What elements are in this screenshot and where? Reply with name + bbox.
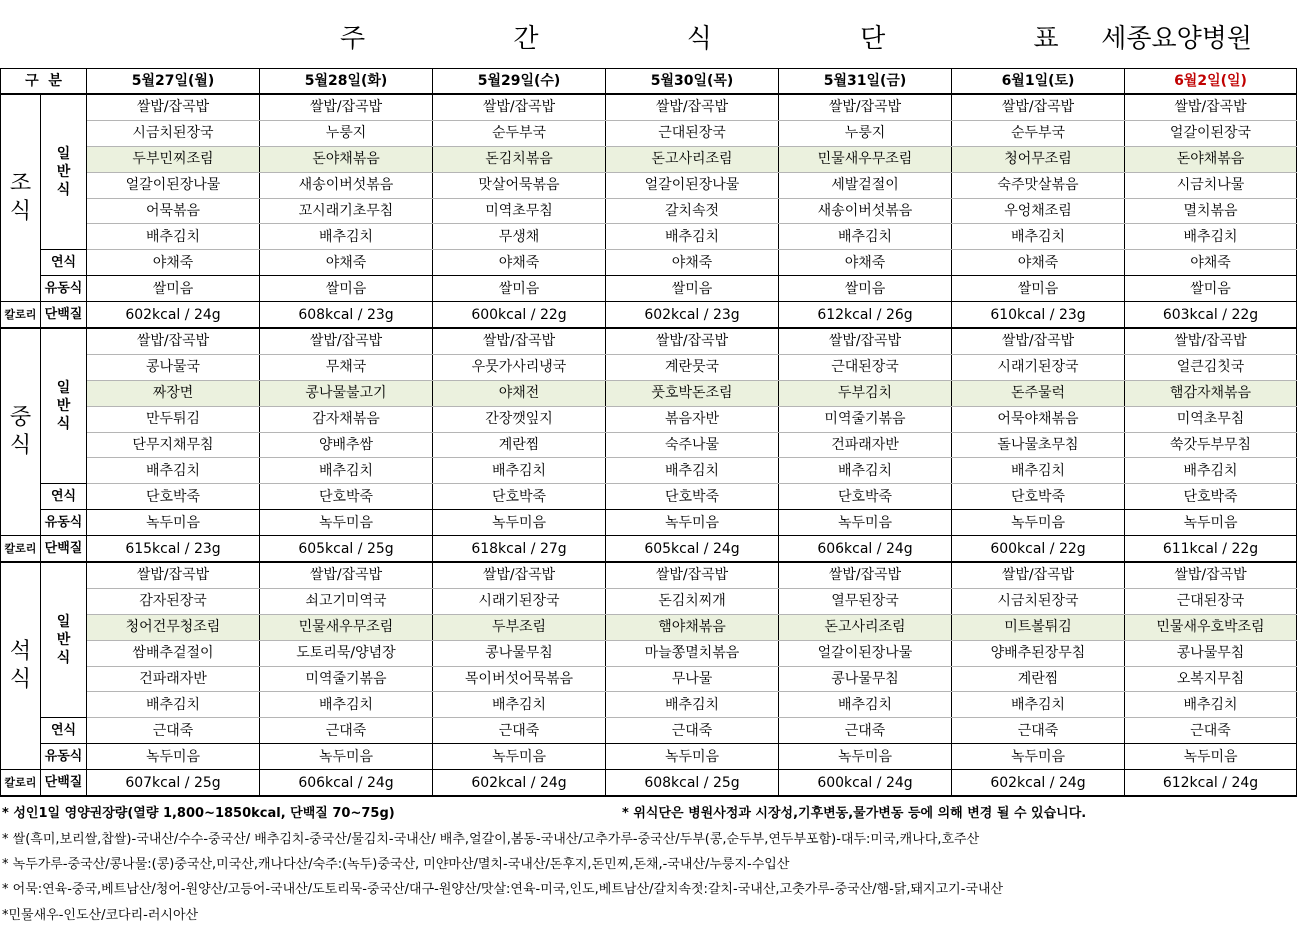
dish-cell: 배추김치 <box>433 458 606 484</box>
dish-cell: 근대된장국 <box>779 354 952 380</box>
nutrition-row <box>1 770 1297 796</box>
dish-cell: 배추김치 <box>87 458 260 484</box>
dish-cell: 녹두미음 <box>260 510 433 536</box>
nutrition-cell: 612kcal / 24g <box>1125 770 1297 796</box>
dish-cell: 얼갈이된장나물 <box>779 640 952 666</box>
dish-cell: 콩나물국 <box>87 354 260 380</box>
dish-cell: 열무된장국 <box>779 588 952 614</box>
dish-cell: 두부민찌조림 <box>87 146 260 172</box>
calorie-label: 칼로리 <box>1 536 41 562</box>
dish-cell: 쌀밥/잡곡밥 <box>606 94 779 120</box>
dish-cell: 쌀밥/잡곡밥 <box>779 562 952 588</box>
nutrition-cell: 618kcal / 27g <box>433 536 606 562</box>
nutrition-cell: 611kcal / 22g <box>1125 536 1297 562</box>
dish-cell: 단무지채무침 <box>87 432 260 458</box>
dish-cell: 녹두미음 <box>1125 510 1297 536</box>
dish-cell: 단호박죽 <box>87 484 260 510</box>
dish-cell: 근대죽 <box>779 718 952 744</box>
dish-cell: 쌀밥/잡곡밥 <box>1125 328 1297 354</box>
dish-cell: 쌀미음 <box>433 276 606 302</box>
dish-cell: 돈야채볶음 <box>260 146 433 172</box>
soft-diet-label: 연식 <box>41 718 87 744</box>
dish-cell: 야채죽 <box>260 250 433 276</box>
dish-cell: 오복지무침 <box>1125 666 1297 692</box>
dish-row <box>1 432 1297 458</box>
dish-cell: 풋호박돈조림 <box>606 380 779 406</box>
dish-cell: 민물새우무조림 <box>779 146 952 172</box>
dish-cell: 단호박죽 <box>952 484 1125 510</box>
dish-cell: 돈주물럭 <box>952 380 1125 406</box>
dish-cell: 두부조림 <box>433 614 606 640</box>
dish-cell: 햄감자채볶음 <box>1125 380 1297 406</box>
dish-cell: 계란뭇국 <box>606 354 779 380</box>
dish-cell: 쌀밥/잡곡밥 <box>433 562 606 588</box>
dish-cell: 근대죽 <box>87 718 260 744</box>
dish-cell: 목이버섯어묵볶음 <box>433 666 606 692</box>
dish-cell: 쌀밥/잡곡밥 <box>779 94 952 120</box>
dish-cell: 콩나물무침 <box>433 640 606 666</box>
liquid-diet-label: 유동식 <box>41 276 87 302</box>
dish-cell: 돌나물초무침 <box>952 432 1125 458</box>
dish-cell: 시금치된장국 <box>87 120 260 146</box>
dish-cell: 배추김치 <box>260 692 433 718</box>
dish-cell: 새송이버섯볶음 <box>260 172 433 198</box>
dish-row <box>1 120 1297 146</box>
nutrition-cell: 600kcal / 22g <box>952 536 1125 562</box>
dish-cell: 단호박죽 <box>260 484 433 510</box>
dish-cell: 민물새우호박조림 <box>1125 614 1297 640</box>
nutrition-cell: 610kcal / 23g <box>952 302 1125 328</box>
dish-cell: 숙주나물 <box>606 432 779 458</box>
dish-cell: 짜장면 <box>87 380 260 406</box>
dish-row <box>1 458 1297 484</box>
dish-cell: 누룽지 <box>779 120 952 146</box>
general-diet-label: 일 반 식 <box>41 94 87 250</box>
dish-cell: 우뭇가사리냉국 <box>433 354 606 380</box>
dish-cell: 쌀밥/잡곡밥 <box>1125 94 1297 120</box>
dish-cell: 얼큰김칫국 <box>1125 354 1297 380</box>
dish-cell: 양배추쌈 <box>260 432 433 458</box>
dish-cell: 녹두미음 <box>433 510 606 536</box>
dish-row <box>1 692 1297 718</box>
liquid-diet-label: 유동식 <box>41 744 87 770</box>
dish-cell: 건파래자반 <box>779 432 952 458</box>
dish-cell: 배추김치 <box>952 458 1125 484</box>
nutrition-row <box>1 302 1297 328</box>
dish-row <box>1 406 1297 432</box>
dish-cell: 양배추된장무침 <box>952 640 1125 666</box>
note-origin-3: * 어묵:연육-중국,베트남산/청어-원양산/고등어-국내산/도토리묵-중국산/대구-원양산/맛살:연육-미국,인도,베트남산/갈치속젓:갈치-국내산,고춧가루-중국산/햄-닭,돼지고기-국내산 <box>2 882 1004 897</box>
dish-cell: 녹두미음 <box>87 744 260 770</box>
dish-cell: 배추김치 <box>606 458 779 484</box>
nutrition-cell: 602kcal / 24g <box>433 770 606 796</box>
dish-cell: 돈고사리조림 <box>606 146 779 172</box>
dish-cell: 돈야채볶음 <box>1125 146 1297 172</box>
dish-cell: 시래기된장국 <box>952 354 1125 380</box>
dish-cell: 쌀밥/잡곡밥 <box>779 328 952 354</box>
dish-cell: 야채죽 <box>779 250 952 276</box>
nutrition-cell: 615kcal / 23g <box>87 536 260 562</box>
dish-cell: 쌈배추겉절이 <box>87 640 260 666</box>
dish-cell: 쌀미음 <box>1125 276 1297 302</box>
dish-cell: 쌀미음 <box>952 276 1125 302</box>
dish-cell: 두부김치 <box>779 380 952 406</box>
nutrition-cell: 606kcal / 24g <box>260 770 433 796</box>
dish-cell: 녹두미음 <box>952 510 1125 536</box>
dish-cell: 배추김치 <box>952 224 1125 250</box>
header-label: 구 분 <box>1 69 87 95</box>
dish-cell: 쌀밥/잡곡밥 <box>87 94 260 120</box>
liquid-diet-row <box>1 510 1297 536</box>
dish-cell: 미역초무침 <box>433 198 606 224</box>
dish-cell: 미역초무침 <box>1125 406 1297 432</box>
dish-cell: 근대된장국 <box>606 120 779 146</box>
dish-row <box>1 328 1297 354</box>
dish-cell: 배추김치 <box>779 692 952 718</box>
general-diet-label: 일 반 식 <box>41 328 87 484</box>
meal-label: 중 식 <box>1 328 41 536</box>
dish-cell: 배추김치 <box>952 692 1125 718</box>
dish-cell: 시금치된장국 <box>952 588 1125 614</box>
dish-cell: 감자된장국 <box>87 588 260 614</box>
dish-cell: 돈고사리조림 <box>779 614 952 640</box>
dish-cell: 미역줄기볶음 <box>260 666 433 692</box>
soft-diet-label: 연식 <box>41 484 87 510</box>
dish-cell: 쌀밥/잡곡밥 <box>952 562 1125 588</box>
dish-cell: 녹두미음 <box>606 510 779 536</box>
soft-diet-row <box>1 484 1297 510</box>
note-change: * 위식단은 병원사정과 시장성,기후변동,물가변동 등에 의해 변경 될 수 있습니다. <box>622 806 1087 821</box>
dish-cell: 쌀밥/잡곡밥 <box>1125 562 1297 588</box>
soft-diet-label: 연식 <box>41 250 87 276</box>
dish-cell: 쌀밥/잡곡밥 <box>260 562 433 588</box>
dish-cell: 야채죽 <box>1125 250 1297 276</box>
hospital-name: 세종요양병원 <box>1101 24 1252 54</box>
dish-cell: 근대죽 <box>1125 718 1297 744</box>
dish-cell: 배추김치 <box>606 224 779 250</box>
dish-cell: 계란찜 <box>952 666 1125 692</box>
dish-cell: 멸치볶음 <box>1125 198 1297 224</box>
nutrition-cell: 606kcal / 24g <box>779 536 952 562</box>
dish-cell: 근대죽 <box>952 718 1125 744</box>
dish-cell: 녹두미음 <box>1125 744 1297 770</box>
dish-cell: 쌀미음 <box>260 276 433 302</box>
dish-cell: 세발겉절이 <box>779 172 952 198</box>
calorie-label: 칼로리 <box>1 770 41 796</box>
dish-row <box>1 562 1297 588</box>
dish-cell: 미트볼튀김 <box>952 614 1125 640</box>
dish-cell: 녹두미음 <box>260 744 433 770</box>
dish-cell: 단호박죽 <box>1125 484 1297 510</box>
liquid-diet-row <box>1 276 1297 302</box>
dish-cell: 야채죽 <box>433 250 606 276</box>
dish-row <box>1 614 1297 640</box>
dish-cell: 볶음자반 <box>606 406 779 432</box>
nutrition-cell: 608kcal / 25g <box>606 770 779 796</box>
dish-row <box>1 666 1297 692</box>
weekly-menu-table <box>0 68 1297 797</box>
dish-row <box>1 380 1297 406</box>
dish-cell: 쇠고기미역국 <box>260 588 433 614</box>
nutrition-cell: 602kcal / 24g <box>87 302 260 328</box>
nutrition-cell: 612kcal / 26g <box>779 302 952 328</box>
dish-cell: 무생채 <box>433 224 606 250</box>
dish-cell: 배추김치 <box>433 692 606 718</box>
soft-diet-row <box>1 250 1297 276</box>
dish-cell: 콩나물무침 <box>779 666 952 692</box>
dish-cell: 녹두미음 <box>606 744 779 770</box>
dish-cell: 건파래자반 <box>87 666 260 692</box>
dish-cell: 배추김치 <box>779 458 952 484</box>
dish-cell: 쌀밥/잡곡밥 <box>260 328 433 354</box>
dish-cell: 배추김치 <box>779 224 952 250</box>
protein-label: 단백질 <box>41 536 87 562</box>
dish-cell: 단호박죽 <box>779 484 952 510</box>
dish-cell: 감자채볶음 <box>260 406 433 432</box>
note-origin-1: * 쌀(흑미,보리쌀,찹쌀)-국내산/수수-중국산/ 배추김치-중국산/물김치-국내산/ 배추,얼갈이,봄동-국내산/고추가루-중국산/두부(콩,순두부,연두부포함)-대두:미국,캐나다,호주산 <box>2 832 980 847</box>
dish-cell: 녹두미음 <box>952 744 1125 770</box>
dish-cell: 배추김치 <box>1125 458 1297 484</box>
dish-row <box>1 94 1297 120</box>
calorie-label: 칼로리 <box>1 302 41 328</box>
dish-row <box>1 224 1297 250</box>
dish-cell: 시래기된장국 <box>433 588 606 614</box>
dish-cell: 콩나물불고기 <box>260 380 433 406</box>
nutrition-cell: 605kcal / 24g <box>606 536 779 562</box>
header-row <box>1 69 1297 95</box>
dish-cell: 배추김치 <box>260 458 433 484</box>
dish-cell: 배추김치 <box>87 224 260 250</box>
dish-cell: 근대죽 <box>260 718 433 744</box>
dish-cell: 야채전 <box>433 380 606 406</box>
dish-cell: 새송이버섯볶음 <box>779 198 952 224</box>
dish-cell: 단호박죽 <box>606 484 779 510</box>
dish-cell: 근대죽 <box>433 718 606 744</box>
page-title: 주 간 식 단 표 <box>340 24 1129 54</box>
nutrition-cell: 603kcal / 22g <box>1125 302 1297 328</box>
nutrition-cell: 602kcal / 24g <box>952 770 1125 796</box>
dish-cell: 쌀미음 <box>779 276 952 302</box>
protein-label: 단백질 <box>41 302 87 328</box>
meal-label: 조 식 <box>1 94 41 302</box>
dish-cell: 야채죽 <box>606 250 779 276</box>
dish-cell: 햄야채볶음 <box>606 614 779 640</box>
dish-cell: 녹두미음 <box>433 744 606 770</box>
dish-cell: 우엉채조림 <box>952 198 1125 224</box>
dish-cell: 어묵볶음 <box>87 198 260 224</box>
dish-cell: 쌀미음 <box>87 276 260 302</box>
dish-cell: 돈김치찌개 <box>606 588 779 614</box>
dish-cell: 얼갈이된장국 <box>1125 120 1297 146</box>
day-header: 5월31일(금) <box>779 69 952 95</box>
general-diet-label: 일 반 식 <box>41 562 87 718</box>
dish-cell: 쌀밥/잡곡밥 <box>952 94 1125 120</box>
liquid-diet-row <box>1 744 1297 770</box>
dish-cell: 쌀밥/잡곡밥 <box>606 328 779 354</box>
note-origin-4: *민물새우-인도산/코다리-러시아산 <box>2 908 199 923</box>
dish-cell: 갈치속젓 <box>606 198 779 224</box>
dish-cell: 쌀밥/잡곡밥 <box>433 328 606 354</box>
dish-cell: 무채국 <box>260 354 433 380</box>
dish-cell: 배추김치 <box>87 692 260 718</box>
dish-cell: 무나물 <box>606 666 779 692</box>
dish-row <box>1 198 1297 224</box>
dish-cell: 근대죽 <box>606 718 779 744</box>
day-header: 5월28일(화) <box>260 69 433 95</box>
dish-cell: 쌀밥/잡곡밥 <box>433 94 606 120</box>
dish-cell: 쌀밥/잡곡밥 <box>87 562 260 588</box>
dish-cell: 쌀밥/잡곡밥 <box>952 328 1125 354</box>
dish-cell: 꼬시래기초무침 <box>260 198 433 224</box>
day-header: 6월1일(토) <box>952 69 1125 95</box>
dish-cell: 배추김치 <box>606 692 779 718</box>
soft-diet-row <box>1 718 1297 744</box>
dish-cell: 배추김치 <box>1125 224 1297 250</box>
dish-cell: 맛살어묵볶음 <box>433 172 606 198</box>
day-header: 6월2일(일) <box>1125 69 1297 95</box>
nutrition-cell: 608kcal / 23g <box>260 302 433 328</box>
dish-row <box>1 588 1297 614</box>
dish-cell: 만두튀김 <box>87 406 260 432</box>
day-header: 5월30일(목) <box>606 69 779 95</box>
dish-cell: 콩나물무침 <box>1125 640 1297 666</box>
dish-cell: 마늘쫑멸치볶음 <box>606 640 779 666</box>
dish-cell: 청어무조림 <box>952 146 1125 172</box>
dish-cell: 미역줄기볶음 <box>779 406 952 432</box>
dish-cell: 누룽지 <box>260 120 433 146</box>
dish-cell: 간장깻잎지 <box>433 406 606 432</box>
dish-row <box>1 354 1297 380</box>
note-origin-2: * 녹두가루-중국산/콩나물:(콩)중국산,미국산,캐나다산/숙주:(녹두)중국산, 미얀마산/멸치-국내산/돈후지,돈민찌,돈채,-국내산/누룽지-수입산 <box>2 857 790 872</box>
dish-cell: 쌀미음 <box>606 276 779 302</box>
dish-cell: 쌀밥/잡곡밥 <box>606 562 779 588</box>
dish-cell: 순두부국 <box>952 120 1125 146</box>
dish-cell: 배추김치 <box>260 224 433 250</box>
dish-row <box>1 172 1297 198</box>
dish-row <box>1 146 1297 172</box>
dish-cell: 계란찜 <box>433 432 606 458</box>
dish-row <box>1 640 1297 666</box>
dish-cell: 숙주맛살볶음 <box>952 172 1125 198</box>
dish-cell: 청어건무청조림 <box>87 614 260 640</box>
nutrition-cell: 600kcal / 22g <box>433 302 606 328</box>
dish-cell: 녹두미음 <box>779 510 952 536</box>
dish-cell: 쑥갓두부무침 <box>1125 432 1297 458</box>
dish-cell: 얼갈이된장나물 <box>87 172 260 198</box>
dish-cell: 쌀밥/잡곡밥 <box>260 94 433 120</box>
dish-cell: 어묵야채볶음 <box>952 406 1125 432</box>
day-header: 5월27일(월) <box>87 69 260 95</box>
dish-cell: 얼갈이된장나물 <box>606 172 779 198</box>
dish-cell: 녹두미음 <box>779 744 952 770</box>
dish-cell: 단호박죽 <box>433 484 606 510</box>
dish-cell: 순두부국 <box>433 120 606 146</box>
dish-cell: 민물새우무조림 <box>260 614 433 640</box>
dish-cell: 도토리묵/양념장 <box>260 640 433 666</box>
dish-cell: 야채죽 <box>87 250 260 276</box>
dish-cell: 쌀밥/잡곡밥 <box>87 328 260 354</box>
dish-cell: 배추김치 <box>1125 692 1297 718</box>
day-header: 5월29일(수) <box>433 69 606 95</box>
nutrition-cell: 607kcal / 25g <box>87 770 260 796</box>
dish-cell: 녹두미음 <box>87 510 260 536</box>
protein-label: 단백질 <box>41 770 87 796</box>
meal-label: 석 식 <box>1 562 41 770</box>
nutrition-cell: 602kcal / 23g <box>606 302 779 328</box>
nutrition-cell: 605kcal / 25g <box>260 536 433 562</box>
dish-cell: 시금치나물 <box>1125 172 1297 198</box>
nutrition-cell: 600kcal / 24g <box>779 770 952 796</box>
header <box>0 0 1298 66</box>
note-nutrition: * 성인1일 영양권장량(열량 1,800~1850kcal, 단백질 70~75g) <box>2 806 395 821</box>
liquid-diet-label: 유동식 <box>41 510 87 536</box>
dish-cell: 돈김치볶음 <box>433 146 606 172</box>
dish-cell: 근대된장국 <box>1125 588 1297 614</box>
nutrition-row <box>1 536 1297 562</box>
dish-cell: 야채죽 <box>952 250 1125 276</box>
